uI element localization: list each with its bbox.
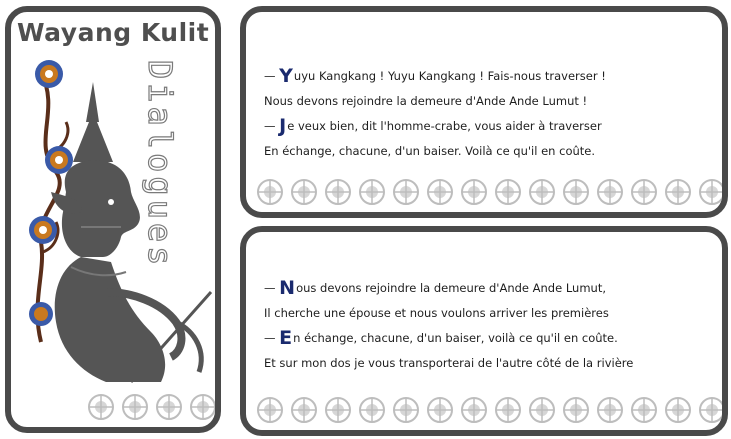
dialogue-line: — Je veux bien, dit l'homme-crabe, vous aider à traverser xyxy=(264,115,602,137)
ornament-flower-icon xyxy=(664,396,692,424)
ornament-flower-icon xyxy=(494,396,522,424)
ornament-flower-icon xyxy=(256,396,284,424)
ornament-flower-icon xyxy=(630,396,658,424)
ornament-flower-icon xyxy=(460,178,488,206)
ornament-flower-icon xyxy=(426,178,454,206)
ornament-flower-icon xyxy=(256,178,284,206)
ornament-flower-icon xyxy=(189,393,217,421)
drop-cap: J xyxy=(279,115,287,137)
ornament-flower-icon xyxy=(630,178,658,206)
dialogue-line: — En échange, chacune, d'un baiser, voilà ce qu'il en coûte. xyxy=(264,327,618,349)
dialogue-line: En échange, chacune, d'un baiser. Voilà ce qu'il en coûte. xyxy=(264,144,596,158)
ornament-flower-icon xyxy=(358,396,386,424)
ornament-flower-icon xyxy=(290,178,318,206)
ornament-flower-icon xyxy=(392,178,420,206)
ornament-flower-icon xyxy=(528,178,556,206)
flower-icon xyxy=(29,302,53,326)
ornament-flower-icon xyxy=(528,396,556,424)
dialogue-text xyxy=(264,64,606,164)
ornament-flower-icon xyxy=(87,393,115,421)
flower-icon xyxy=(45,146,73,174)
ornament-flower-icon xyxy=(698,178,726,206)
ornament-flower-icon xyxy=(155,393,183,421)
ornament-flower-icon xyxy=(596,396,624,424)
dialogue-line: — Nous devons rejoindre la demeure d'Ande Ande Lumut, xyxy=(264,277,606,299)
ornament-flower-icon xyxy=(426,396,454,424)
ornament-flower-icon xyxy=(290,396,318,424)
dialogue-card-bottom xyxy=(240,226,728,436)
puppet-card xyxy=(5,6,221,433)
ornament-flower-icon xyxy=(562,178,590,206)
dialogue-line: — Yuyu Kangkang ! Yuyu Kangkang ! Fais-nous traverser ! xyxy=(264,65,606,87)
ornament-flower-icon xyxy=(324,396,352,424)
wayang-puppet-icon xyxy=(11,52,215,392)
drop-cap: N xyxy=(279,277,296,299)
ornament-flower-icon xyxy=(562,396,590,424)
drop-cap: E xyxy=(279,327,293,349)
flower-icon xyxy=(35,60,63,88)
dialogue-card-top xyxy=(240,6,728,218)
ornament-flower-icon xyxy=(596,178,624,206)
ornament-flower-icon xyxy=(358,178,386,206)
dialogue-text xyxy=(264,276,633,376)
dialogue-line: Il cherche une épouse et nous voulons arriver les premières xyxy=(264,306,609,320)
ornament-flower-icon xyxy=(392,396,420,424)
dialogue-line: Et sur mon dos je vous transporterai de l'autre côté de la rivière xyxy=(264,356,634,370)
ornament-flower-icon xyxy=(121,393,149,421)
flower-icon xyxy=(29,216,57,244)
dialogue-line: Nous devons rejoindre la demeure d'Ande Ande Lumut ! xyxy=(264,94,588,108)
ornament-row xyxy=(256,178,726,206)
card-title: Wayang Kulit xyxy=(17,18,210,47)
ornament-row xyxy=(256,396,726,424)
ornament-flower-icon xyxy=(698,396,726,424)
ornament-flower-icon xyxy=(460,396,488,424)
drop-cap: Y xyxy=(279,65,293,87)
ornament-flower-icon xyxy=(324,178,352,206)
ornament-flower-icon xyxy=(494,178,522,206)
ornament-flower-icon xyxy=(664,178,692,206)
vertical-word: Dialogues xyxy=(141,60,179,270)
ornament-row xyxy=(87,393,217,421)
